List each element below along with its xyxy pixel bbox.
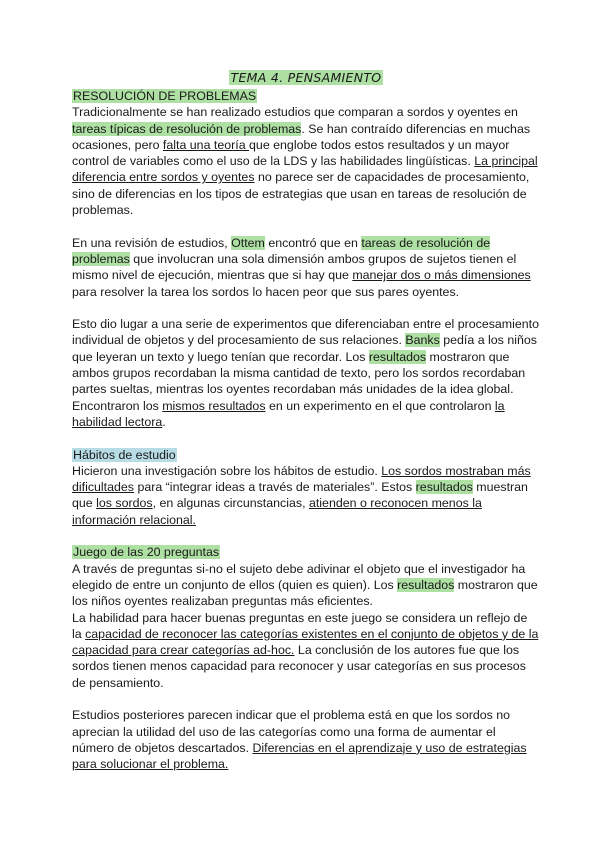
text-run: encontró que en — [264, 235, 362, 250]
text-run: para “integrar ideas a través de materiales”. Estos — [134, 480, 416, 495]
paragraph-gap — [72, 218, 540, 234]
text-run: Hicieron una investigación sobre los hábitos de estudio. — [72, 463, 382, 478]
text-run: La habilidad para hacer buenas preguntas en este juego se considera un reflejo de la — [72, 610, 528, 641]
paragraph — [72, 235, 540, 300]
paragraph-gap — [72, 300, 540, 316]
text-run: A través de preguntas si-no el sujeto debe adivinar el objeto que el investigador ha elegido de entre un conjunto de ellos (quien es quien). Los — [72, 561, 526, 592]
highlighted-text: resultados — [415, 480, 473, 495]
highlighted-text: Banks — [405, 333, 440, 348]
paragraph — [72, 561, 540, 610]
text-run: no parece ser de capacidades de procesamiento, sino de diferencias en los tipos de estrategias que usan en tareas de resolución de problemas. — [72, 170, 530, 218]
text-run: Esto dio lugar a una serie de experimentos que diferenciaban entre el procesamiento individual de objetos y del procesamiento de sus relaciones. — [72, 317, 540, 348]
heading-juego-text: Juego de las 20 preguntas — [73, 545, 220, 560]
text-run: que englobe todos estos resultados y un mayor control de variables como el uso de la LDS y las habilidades lingüísticas. — [72, 137, 510, 169]
text-run: , en algunas circunstancias, — [152, 496, 309, 511]
paragraph-gap — [72, 430, 540, 446]
highlighted-text: Ottem — [231, 235, 265, 250]
document-title-text: TEMA 4. PENSAMIENTO — [230, 70, 382, 85]
underlined-text: capacidad de reconocer las categorías existentes en el conjunto de objetos y de la capacidad para crear categorías ad-hoc. — [72, 626, 539, 658]
text-run: . — [162, 414, 166, 429]
text-run: mostraron que los niños oyentes realizaban preguntas más eficientes. — [72, 577, 538, 609]
text-run: La conclusión de los autores fue que los sordos tienen menos capacidad para reconocer y usar categorías en sus procesos de pensamiento. — [72, 643, 526, 690]
underlined-text: manejar dos o más dimensiones — [352, 268, 531, 283]
underlined-text: la habilidad lectora — [72, 398, 505, 429]
underlined-text: atienden o reconocen menos la información relacional. — [72, 496, 482, 527]
paragraph — [72, 463, 540, 528]
document-title — [72, 70, 540, 86]
heading-resolucion-text: RESOLUCIÓN DE PROBLEMAS — [73, 89, 257, 103]
heading-habitos — [72, 447, 540, 463]
paragraph — [72, 707, 540, 772]
paragraph — [72, 104, 540, 218]
highlighted-text: tareas de resolución de problemas — [72, 235, 491, 266]
highlighted-text: tareas típicas de resolución de problemas — [72, 121, 302, 136]
text-run: pedía a los niños que leyeran un texto y luego tenían que recordar. Los — [72, 333, 537, 364]
text-run: mostraron que ambos grupos recordaban la misma cantidad de texto, pero los sordos recordaban partes sueltas, mientras los oyentes recordaban más unidades de la idea global. Encontraron los — [72, 349, 526, 413]
text-run: . Se han contraído diferencias en muchas ocasiones, pero — [72, 121, 531, 152]
paragraph — [72, 316, 540, 430]
heading-habitos-text: Hábitos de estudio — [73, 447, 176, 462]
underlined-text: Los sordos mostraban más dificultades — [72, 463, 531, 495]
paragraph-gap — [72, 691, 540, 707]
highlighted-text: resultados — [397, 577, 455, 592]
highlighted-text: resultados — [368, 349, 427, 364]
text-run: muestran que — [72, 480, 528, 511]
paragraph-gap — [72, 528, 540, 544]
text-run: Estudios posteriores parecen indicar que el problema está en que los sordos no aprecian la utilidad del uso de las categorías como una forma de aumentar el número de objetos descartados. — [72, 708, 511, 755]
underlined-text: Diferencias en el aprendizaje y uso de estrategias para solucionar el problema. — [72, 740, 527, 772]
text-run: En una revisión de estudios, — [72, 235, 232, 250]
text-run: para resolver la tarea los sordos lo hacen peor que sus pares oyentes. — [72, 284, 460, 299]
heading-juego — [72, 544, 540, 560]
underlined-text: falta una teoría — [162, 137, 250, 152]
underlined-text: los sordos — [96, 496, 153, 511]
underlined-text: La principal diferencia entre sordos y oyentes — [72, 154, 538, 185]
paragraph — [72, 610, 540, 691]
text-run: Tradicionalmente se han realizado estudios que comparan a sordos y oyentes en — [72, 105, 518, 120]
heading-resolucion — [72, 88, 540, 104]
underlined-text: mismos resultados — [162, 398, 266, 413]
text-run: que involucran una sola dimensión ambos grupos de sujetos tienen el mismo nivel de ejecución, mientras que si hay que — [72, 251, 517, 283]
text-run: en un experimento en el que controlaron — [265, 398, 495, 413]
